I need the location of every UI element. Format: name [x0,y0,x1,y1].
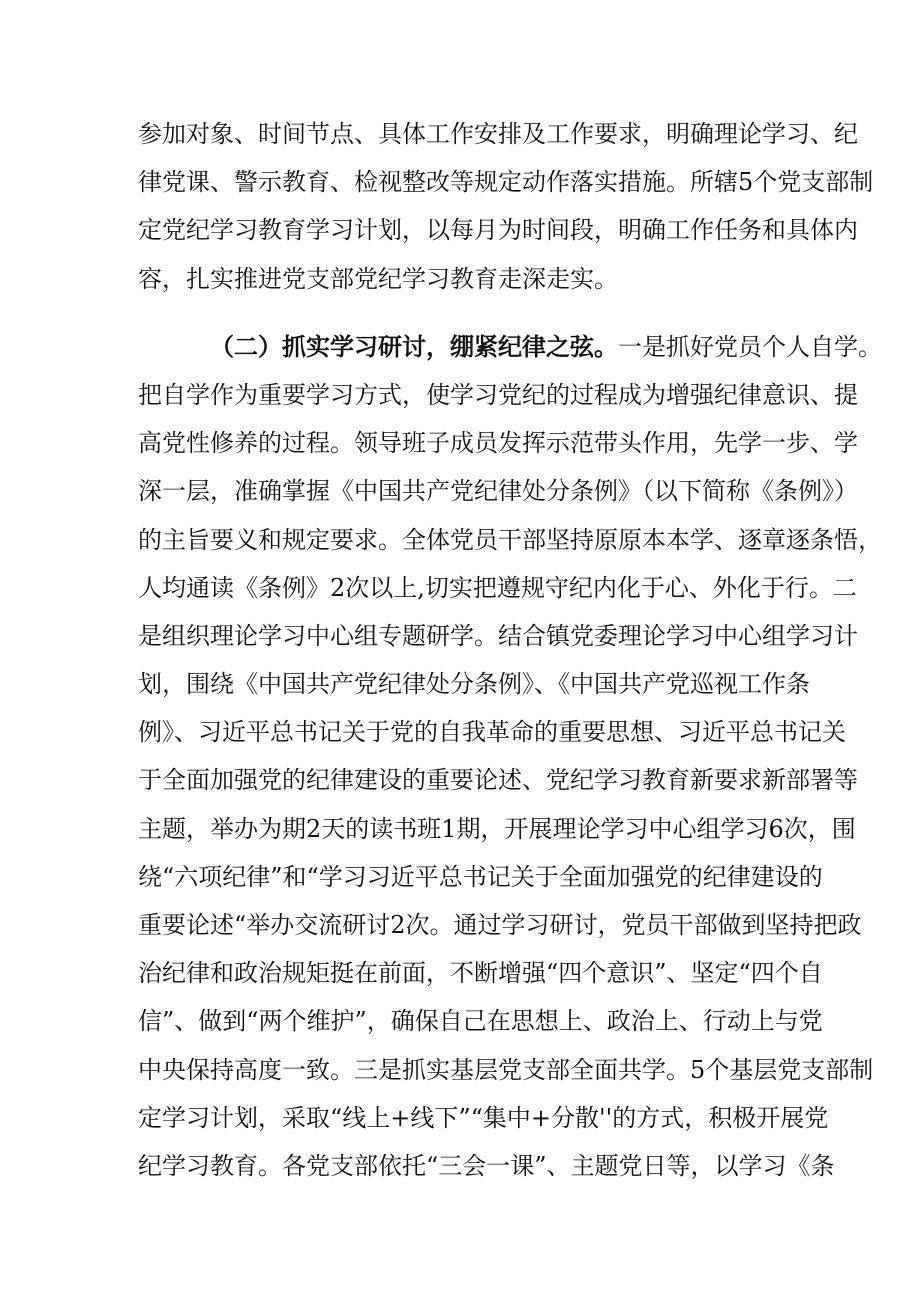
text-line: 律党课、警示教育、检视整改等规定动作落实措施。所辖5个党支部制 [138,168,874,197]
heading-line-rest: 一是抓好党员个人自学。 [618,332,882,361]
text-line [138,323,882,371]
text-line: 的主旨要义和规定要求。全体党员干部坚持原原本本学、逐章逐条悟， [138,525,882,554]
text-line: 纪学习教育。各党支部依托“三会一课”、主题党日等，以学习《条 [138,1151,835,1180]
text-line: 定党纪学习教育学习计划，以每月为时间段，明确工作任务和具体内 [138,216,858,245]
section-heading: （二）抓实学习研讨，绷紧纪律之弦。 [210,331,618,361]
text-line: 信”、做到“两个维护”，确保自己在思想上、政治上、行动上与党 [138,1007,823,1036]
text-line: 参加对象、时间节点、具体工作安排及工作要求，明确理论学习、纪 [138,120,858,148]
text-line: 例》、习近平总书记关于党的自我革命的重要思想、习近平总书记关 [138,718,846,747]
text-line: 把自学作为重要学习方式，使学习党纪的过程成为增强纪律意识、提 [138,380,858,409]
document-page [138,110,882,1190]
text-line: 容，扎实推进党支部党纪学习教育走深走实。 [138,264,618,293]
text-line: 划，围绕《中国共产党纪律处分条例》、《中国共产党巡视工作条 [138,670,810,699]
text-line: 于全面加强党的纪律建设的重要论述、党纪学习教育新要求新部署等 [138,766,858,795]
text-line: 定学习计划，采取“线上+线下”“集中+分散''的方式，积极开展党 [138,1103,829,1132]
paragraph-gap [138,303,800,323]
text-line: 人均通读《条例》2次以上,切实把遵规守纪内化于心、外化于行。二 [138,573,857,602]
text-line: 中央保持高度一致。三是抓实基层党支部全面共学。5个基层党支部制 [138,1055,874,1084]
text-line: 绕“六项纪律”和“学习习近平总书记关于全面加强党的纪律建设的 [138,862,823,891]
text-line: 高党性修养的过程。领导班子成员发挥示范带头作用，先学一步、学 [138,429,858,458]
text-line: 重要论述“举办交流研讨2次。通过学习研讨，党员干部做到坚持把政 [138,911,862,939]
text-line: 深一层，准确掌握《中国共产党纪律处分条例》（以下简称《条例》） [138,477,858,506]
text-line: 治纪律和政治规矩挺在前面，不断增强“四个意识”、坚定“四个自 [138,959,823,988]
paragraph-1 [138,110,874,303]
paragraph-2 [138,323,882,1190]
text-line: 主题，举办为期2天的读书班1期，开展理论学习中心组学习6次，围 [138,814,856,843]
text-line: 是组织理论学习中心组专题研学。结合镇党委理论学习中心组学习计 [138,621,858,650]
